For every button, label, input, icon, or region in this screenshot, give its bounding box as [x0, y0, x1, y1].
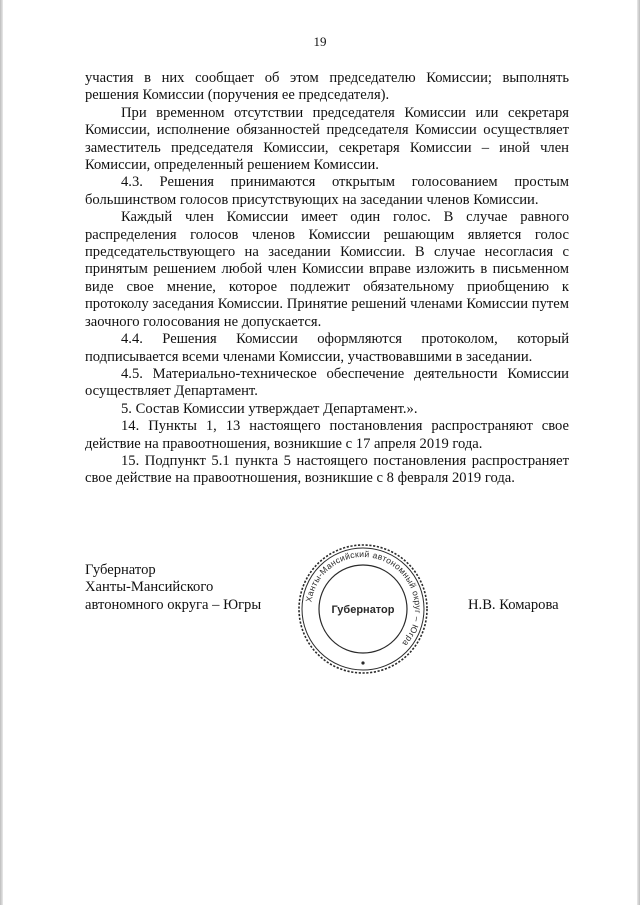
body-paragraph: 15. Подпункт 5.1 пункта 5 настоящего постановления распространяет свое действие на правоотношения, возникшие с 8 февраля 2019 года.	[85, 452, 569, 487]
seal-dot	[361, 661, 364, 664]
body-paragraph: 4.5. Материально-техническое обеспечение деятельности Комиссии осуществляет Департамент.	[85, 365, 569, 400]
signatory-title-line: Губернатор	[85, 562, 156, 578]
body-paragraph: 5. Состав Комиссии утверждает Департамент.».	[121, 400, 418, 417]
body-paragraph: 4.3. Решения принимаются открытым голосованием простым большинством голосов присутствующих на заседании членов Комиссии.	[85, 174, 569, 208]
document-body	[85, 70, 569, 488]
signatory-name: Н.В. Комарова	[468, 597, 559, 613]
page-number: 19	[313, 34, 327, 49]
seal-center-text: Губернатор	[331, 604, 395, 616]
body-paragraph: Каждый член Комиссии имеет один голос. В случае равного распределения голосов членов Комиссии решающим является голос председательствующего на заседании Комиссии. В случае несогласия с принятым решением любой член Комиссии вправе изложить в письменном виде свое мнение, которое подлежит обязательному приобщению к протоколу заседания Комиссии. Принятие решений членами Комиссии путем заочного голосования не допускается.	[85, 209, 569, 330]
body-paragraph: участия в них сообщает об этом председателю Комиссии; выполнять решения Комиссии (поручения ее председателя).	[85, 70, 569, 104]
body-paragraph: 4.4. Решения Комиссии оформляются протоколом, который подписывается всеми членами Комиссии, участвовавшими в заседании.	[85, 331, 569, 365]
signatory-title-line: автономного округа – Югры	[85, 596, 262, 613]
governor-seal	[296, 542, 430, 676]
body-paragraph: 14. Пункты 1, 13 настоящего постановления распространяют свое действие на правоотношения, возникшие с 17 апреля 2019 года.	[85, 418, 569, 452]
seal-ring-text: Ханты-Мансийский автономный округ – Югра	[303, 548, 424, 649]
signatory-title-line: Ханты-Мансийского	[85, 579, 214, 596]
signatory-title	[85, 562, 261, 614]
scan-edge-left	[0, 0, 3, 905]
body-paragraph: При временном отсутствии председателя Комиссии или секретаря Комиссии, исполнение обязанностей председателя Комиссии осуществляет заместитель председателя Комиссии, секретаря Комиссии – иной член Комиссии, определенный решением Комиссии.	[85, 104, 569, 174]
